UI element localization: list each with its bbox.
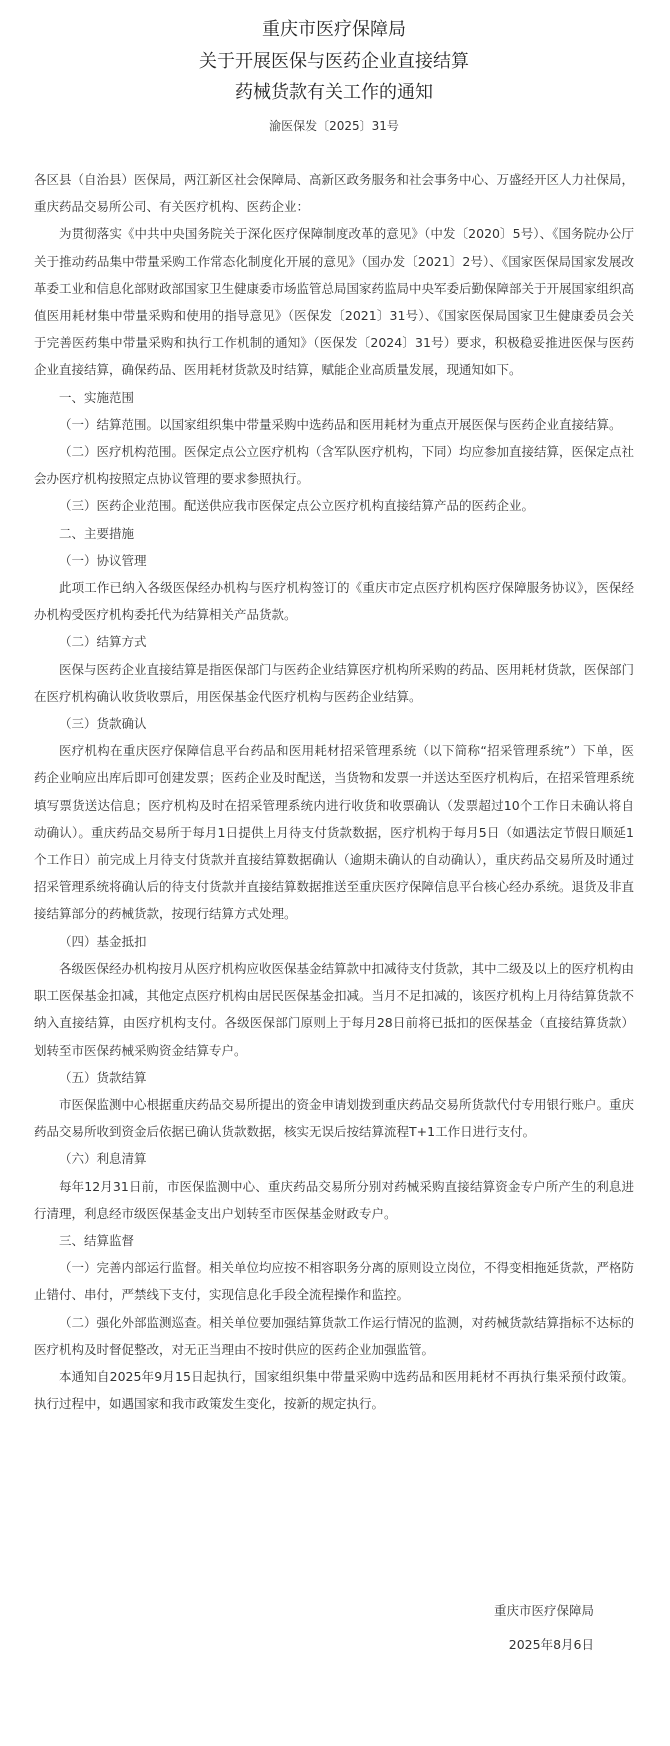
title-line-2: 关于开展医保与医药企业直接结算 [199, 51, 469, 72]
subsection-heading: （二）结算方式 [59, 634, 147, 650]
paragraph: 每年12月31日前，市医保监测中心、重庆药品交易所分别对药械采购直接结算资金专户所产生的利息进行清理，利息经市级医保基金支出户划转至市医保基金财政专户。 [34, 1178, 634, 1221]
paragraph: （一）完善内部运行监督。相关单位均应按不相容职务分离的原则设立岗位，不得变相拖延货款，严格防止错付、串付，严禁线下支付，实现信息化手段全流程操作和监控。 [34, 1260, 635, 1303]
paragraph: 市医保监测中心根据重庆药品交易所提出的资金申请划拨到重庆药品交易所货款代付专用银行账户。重庆药品交易所收到资金后依据已确认货款数据，核实无误后按结算流程T+1工作日进行支付。 [34, 1096, 635, 1140]
subsection-heading: （一）协议管理 [59, 552, 147, 568]
paragraph: （一）结算范围。以国家组织集中带量采购中选药品和医用耗材为重点开展医保与医药企业直接结算。 [59, 416, 622, 432]
paragraph: （二）医疗机构范围。医保定点公立医疗机构（含军队医疗机构，下同）均应参加直接结算，医保定点社会办医疗机构按照定点协议管理的要求参照执行。 [34, 444, 635, 487]
paragraph: 医疗机构在重庆医疗保障信息平台药品和医用耗材招采管理系统（以下简称“招采管理系统”）下单，医药企业响应出库后即可创建发票；医药企业及时配送，当货物和发票一并送达至医疗机构后，在招采管理系统填写票货送达信息；医疗机构及时在招采管理系统内进行收货和收票确认（发票超过10个工作日未确认将自动确认）。重庆药品交易所于每月1日提供上月待支付货款数据，医疗机构于每月5日（如遇法定节假日顺延1个工作日）前完成上月待支付货款并直接结算数据确认（逾期未确认的自动确认），重庆药品交易所及时通过招采管理系统将确认后的待支付货款并直接结算数据推送至重庆医疗保障信息平台核心经办系统。退货及非直接结算部分的药械货款，按现行结算方式处理。 [34, 743, 635, 922]
section-heading: 一、实施范围 [59, 389, 135, 405]
document-number: 渝医保发〔2025〕31号 [269, 119, 399, 133]
subsection-heading: （五）货款结算 [59, 1069, 147, 1085]
addressee: 各区县（自治县）医保局，两江新区社会保障局、高新区政务服务和社会事务中心、万盛经开区人力社保局，重庆药品交易所公司、有关医疗机构、医药企业： [34, 172, 635, 215]
issue-date: 2025年8月6日 [508, 1637, 594, 1652]
subsection-heading: （六）利息清算 [59, 1151, 147, 1167]
paragraph: 医保与医药企业直接结算是指医保部门与医药企业结算医疗机构所采购的药品、医用耗材货款，医保部门在医疗机构确认收货收票后，用医保基金代医疗机构与医药企业结算。 [34, 661, 635, 704]
section-heading: 二、主要措施 [59, 525, 135, 541]
issuer-signature: 重庆市医疗保障局 [493, 1603, 594, 1618]
title-line-1: 重庆市医疗保障局 [262, 19, 406, 40]
paragraph: 各级医保经办机构按月从医疗机构应收医保基金结算款中扣减待支付货款，其中二级及以上的医疗机构由职工医保基金扣减，其他定点医疗机构由居民医保基金扣减。当月不足扣减的，该医疗机构上月待结算货款不纳入直接结算，由医疗机构支付。各级医保部门原则上于每月28日前将已抵扣的医保基金（直接结算货款）划转至市医保药械采购资金结算专户。 [34, 960, 635, 1058]
subsection-heading: （三）货款确认 [59, 716, 147, 732]
document-body [34, 166, 634, 1417]
closing-paragraph: 本通知自2025年9月15日起执行，国家组织集中带量采购中选药品和医用耗材不再执行集采预付政策。执行过程中，如遇国家和我市政策发生变化，按新的规定执行。 [34, 1368, 634, 1412]
intro-paragraph: 为贯彻落实《中共中央国务院关于深化医疗保障制度改革的意见》（中发〔2020〕5号）、《国务院办公厅关于推动药品集中带量采购工作常态化制度化开展的意见》（国办发〔2021〕2号）、《国家医保局国家发展改革委工业和信息化部财政部国家卫生健康委市场监管总局国家药监局中央军委后勤保障部关于开展国家组织高值医用耗材集中带量采购和使用的指导意见》（医保发〔2021〕31号）、《国家医保局国家卫生健康委员会关于完善医药集中带量采购和执行工作机制的通知》（医保发〔2024〕31号）要求，积极稳妥推进医保与医药企业直接结算，确保药品、医用耗材货款及时结算，赋能企业高质量发展，现通知如下。 [34, 226, 635, 378]
paragraph: （三）医药企业范围。配送供应我市医保定点公立医疗机构直接结算产品的医药企业。 [59, 498, 535, 514]
paragraph: 此项工作已纳入各级医保经办机构与医疗机构签订的《重庆市定点医疗机构医疗保障服务协议》，医保经办机构受医疗机构委托代为结算相关产品货款。 [34, 580, 634, 623]
section-heading: 三、结算监督 [59, 1232, 135, 1248]
title-line-3: 药械货款有关工作的通知 [235, 82, 433, 103]
paragraph: （二）强化外部监测巡查。相关单位要加强结算货款工作运行情况的监测，对药械货款结算指标不达标的医疗机构及时督促整改，对无正当理由不按时供应的医药企业加强监管。 [34, 1314, 635, 1357]
subsection-heading: （四）基金抵扣 [59, 933, 147, 949]
